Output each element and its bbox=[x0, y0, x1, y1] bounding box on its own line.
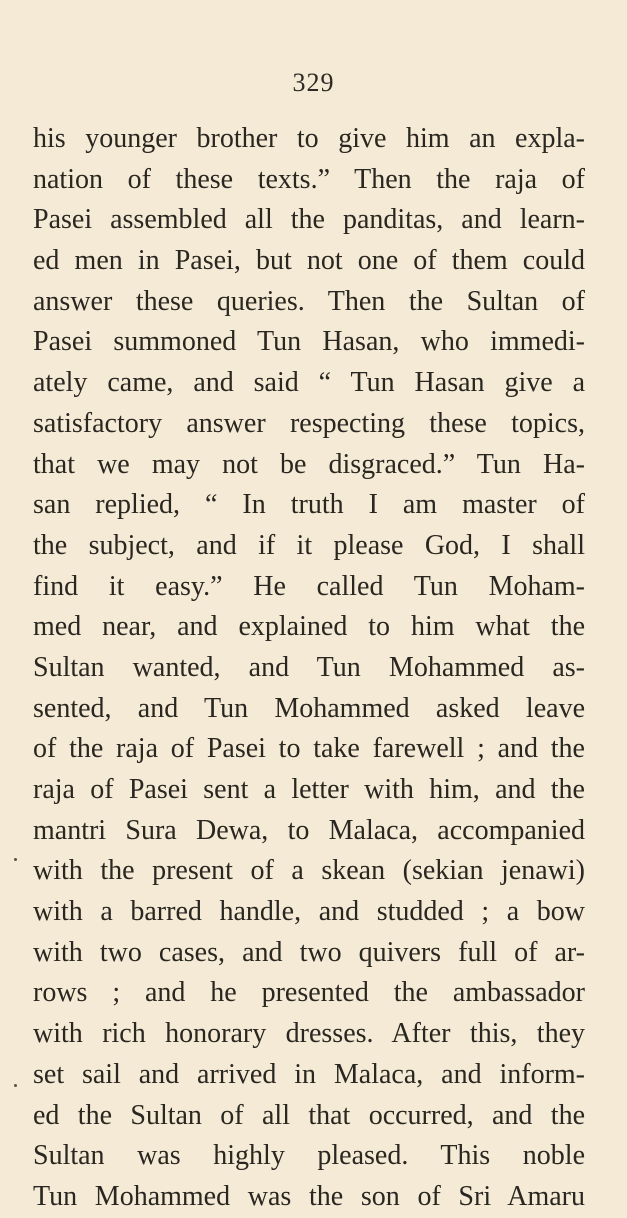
text-line: with a barred handle, and studded ; a bow bbox=[33, 896, 585, 928]
text-line: rows ; and he presented the ambassador bbox=[33, 977, 585, 1009]
text-line: find it easy.” He called Tun Moham- bbox=[33, 570, 585, 602]
text-line: Sultan was highly pleased. This noble bbox=[33, 1140, 585, 1172]
body-text bbox=[33, 119, 585, 1218]
text-line: with the present of a skean (sekian jenawi) bbox=[33, 855, 585, 887]
text-line: Pasei summoned Tun Hasan, who immedi- bbox=[33, 326, 585, 358]
text-line: that we may not be disgraced.” Tun Ha- bbox=[33, 448, 585, 480]
margin-speck bbox=[14, 1084, 17, 1087]
text-line: sented, and Tun Mohammed asked leave bbox=[33, 692, 585, 724]
text-line: satisfactory answer respecting these topics, bbox=[33, 407, 585, 439]
text-line: ed the Sultan of all that occurred, and the bbox=[33, 1099, 585, 1131]
text-line: ately came, and said “ Tun Hasan give a bbox=[33, 367, 585, 399]
text-line: his younger brother to give him an expla- bbox=[33, 123, 585, 154]
text-line: set sail and arrived in Malaca, and inform- bbox=[33, 1058, 585, 1090]
text-line: ed men in Pasei, but not one of them could bbox=[33, 245, 585, 277]
text-line: Tun Mohammed was the son of Sri Amaru bbox=[33, 1180, 585, 1212]
page-number: 329 bbox=[292, 68, 335, 97]
text-line: with two cases, and two quivers full of ar- bbox=[33, 936, 585, 968]
text-line: of the raja of Pasei to take farewell ; and the bbox=[33, 733, 585, 765]
text-line: Sultan wanted, and Tun Mohammed as- bbox=[33, 651, 585, 683]
text-line: the subject, and if it please God, I shall bbox=[33, 529, 585, 561]
text-line: nation of these texts.” Then the raja of bbox=[33, 163, 585, 195]
text-line: raja of Pasei sent a letter with him, and the bbox=[33, 774, 585, 805]
text-line: med near, and explained to him what the bbox=[33, 611, 585, 643]
text-line: with rich honorary dresses. After this, they bbox=[33, 1018, 585, 1050]
text-line: san replied, “ In truth I am master of bbox=[33, 489, 585, 521]
text-line: answer these queries. Then the Sultan of bbox=[33, 285, 585, 317]
text-line: Pasei assembled all the panditas, and learn- bbox=[33, 204, 585, 236]
text-line: mantri Sura Dewa, to Malaca, accompanied bbox=[33, 814, 585, 846]
margin-speck bbox=[14, 858, 17, 861]
